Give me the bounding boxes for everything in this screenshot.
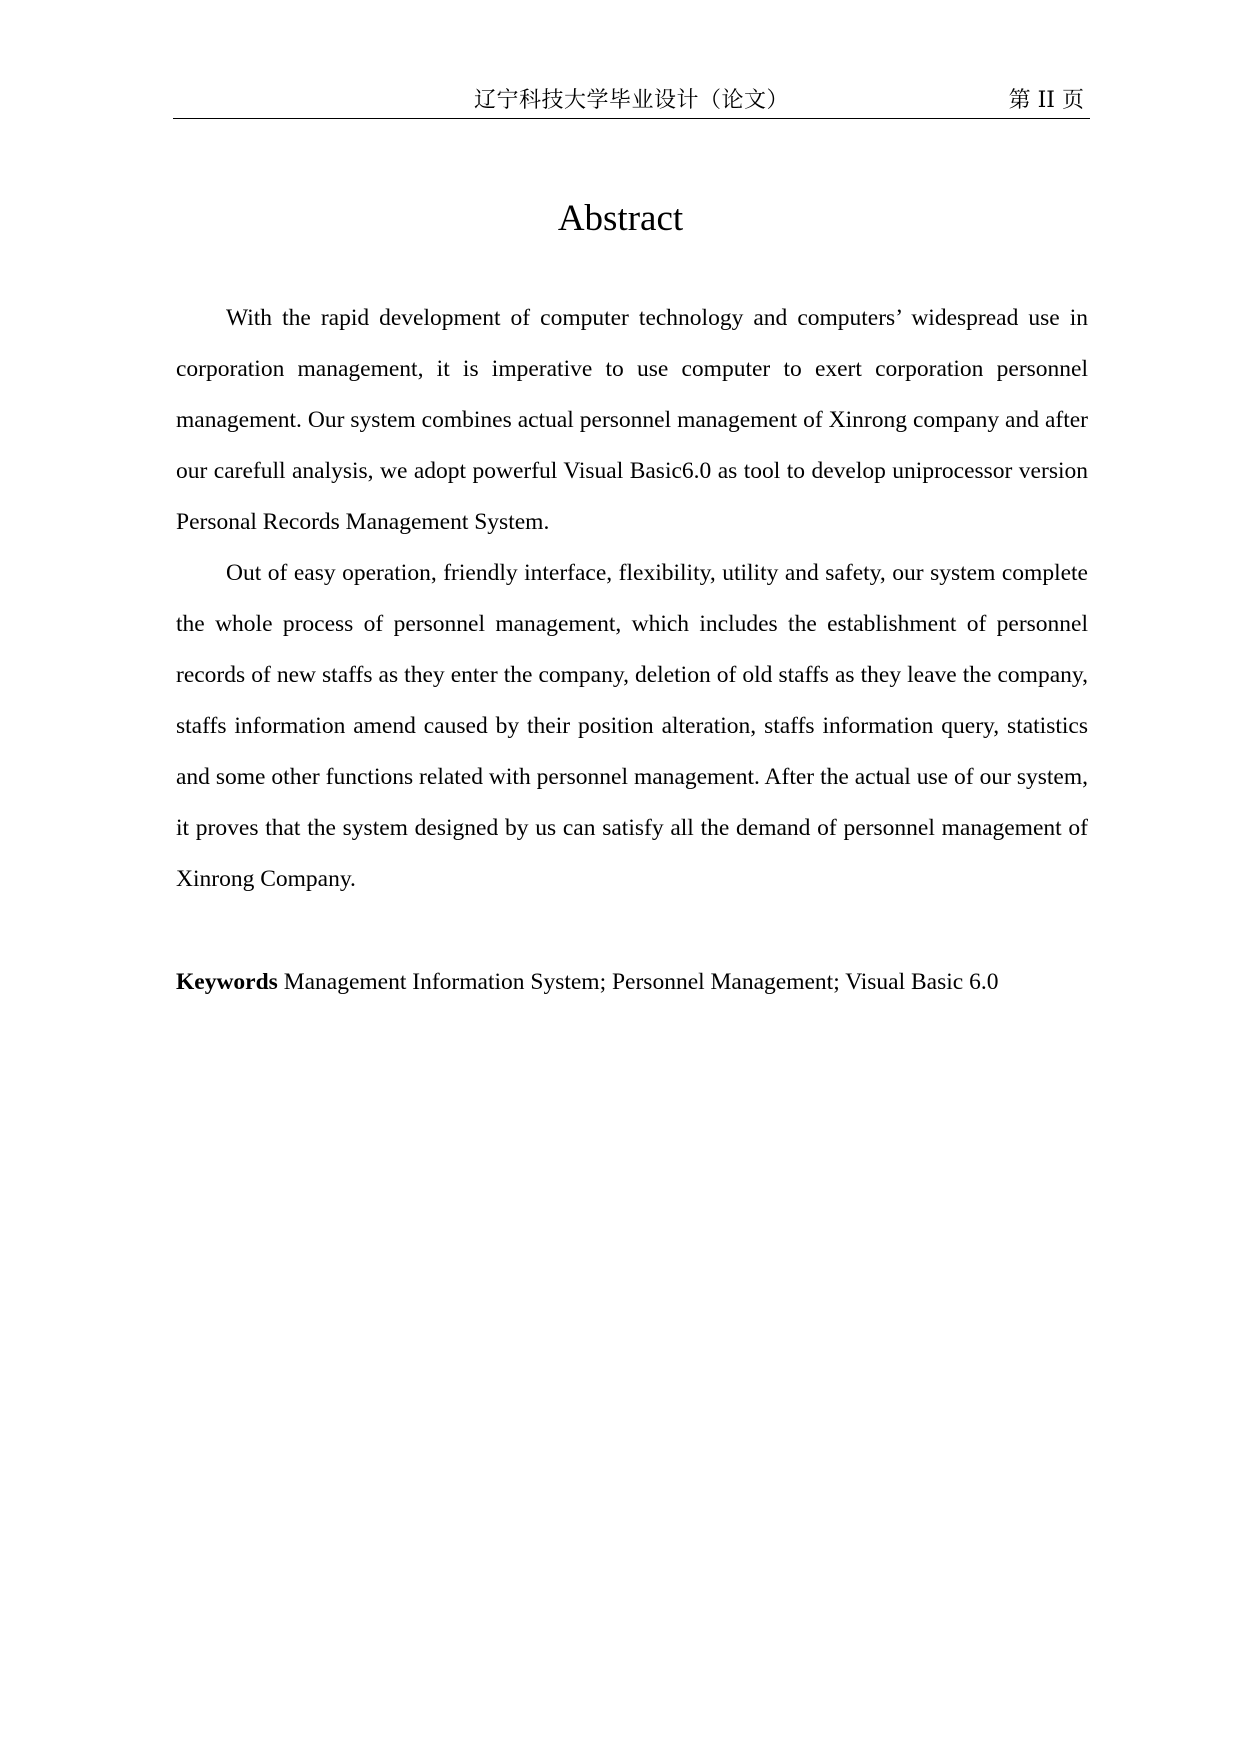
abstract-paragraph-1: With the rapid development of computer technology and computers’ widespread use in corporation management, it is imperative to use computer to exert corporation personnel management. Our system combines actual personnel management of Xinrong company and after our carefull analysis, we adopt powerful Visual Basic6.0 as tool to develop uniprocessor version Personal Records Management System. — [176, 305, 1088, 535]
keywords-label: Keywords — [176, 969, 278, 995]
abstract-paragraph-2: Out of easy operation, friendly interface, flexibility, utility and safety, our system complete the whole process of personnel management, which includes the establishment of personnel records of new staffs as they enter the company, deletion of old staffs as they leave the company, staffs information amend caused by their position alteration, staffs information query, statistics and some other functions related with personnel management. After the actual use of our system, it proves that the system designed by us can satisfy all the demand of personnel management of Xinrong Company. — [176, 560, 1088, 892]
header-title: 辽宁科技大学毕业设计（论文） — [473, 88, 789, 113]
abstract-title: Abstract — [557, 198, 684, 239]
keywords-line — [176, 957, 1088, 1008]
keywords-text: Management Information System; Personnel Management; Visual Basic 6.0 — [277, 969, 999, 995]
page-header — [173, 86, 1090, 119]
header-page-number: 第 II 页 — [1008, 88, 1084, 113]
abstract-body — [176, 293, 1088, 905]
